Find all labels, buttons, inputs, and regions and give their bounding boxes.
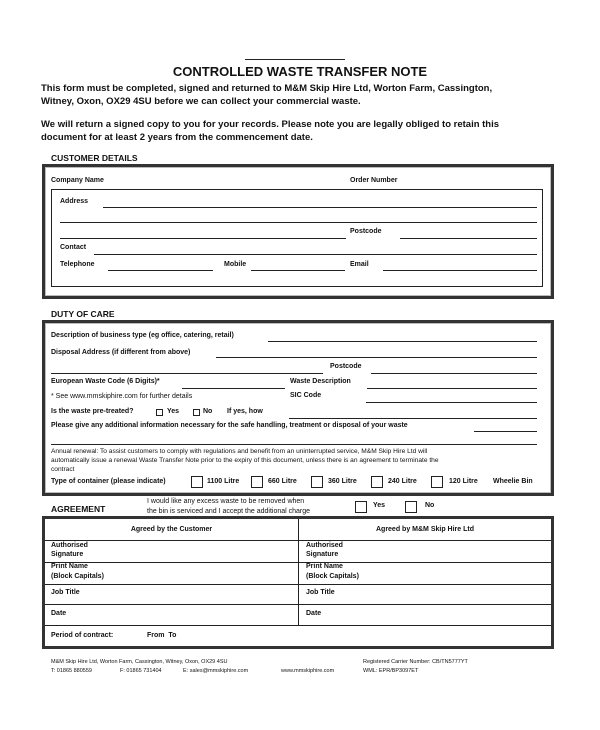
pretreated-yes-checkbox[interactable]	[156, 409, 163, 416]
address-field-2[interactable]	[60, 222, 537, 223]
footer-address: M&M Skip Hire Ltd, Worton Farm, Cassington, Witney, Oxon, OX29 4SU	[51, 659, 228, 665]
container-120-label: 120 Litre	[449, 478, 478, 485]
excess-yes-label: Yes	[373, 502, 386, 509]
additional-info-label: Please give any additional information necessary for the safe handling, treatment or disposal of your waste	[51, 422, 408, 429]
telephone-field[interactable]	[108, 270, 213, 271]
container-1100-label: 1100 Litre	[207, 478, 240, 485]
footer-carrier-number: Registered Carrier Number: CB/TN5777YT	[363, 659, 468, 665]
page-title: CONTROLLED WASTE TRANSFER NOTE	[172, 64, 428, 79]
duty-postcode-field[interactable]	[371, 373, 537, 374]
customer-date-label: Date	[51, 610, 67, 617]
table-divider	[45, 625, 551, 626]
pretreated-yes-label: Yes	[167, 408, 180, 415]
annual-renewal-text: automatically issue a renewal Waste Transfer Note prior to the expiry of this document, unless there is an agreement to terminate the	[51, 457, 439, 464]
annual-renewal-text: Annual renewal: To assist customers to comply with regulations and benefit from an uninterrupted service, M&M Skip Hire Ltd will	[51, 448, 428, 455]
footer-telephone: T: 01865 880559	[51, 668, 92, 674]
period-of-contract-label: Period of contract:	[51, 632, 114, 639]
pretreated-no-checkbox[interactable]	[193, 409, 200, 416]
annual-renewal-text: contract	[51, 466, 75, 473]
company-name-label: Company Name	[51, 177, 104, 184]
company-print-name-label: Print Name	[306, 563, 343, 570]
disposal-address-field-2[interactable]	[51, 373, 323, 374]
if-yes-label: If yes, how	[227, 408, 263, 415]
company-signature-label: Authorised	[306, 542, 343, 549]
container-240-label: 240 Litre	[388, 478, 417, 485]
intro-text: We will return a signed copy to you for your records. Please note you are legally obliged to retain this	[41, 119, 500, 130]
additional-info-field[interactable]	[474, 431, 537, 432]
container-120-checkbox[interactable]	[431, 476, 443, 488]
postcode-field[interactable]	[400, 238, 537, 239]
contact-field[interactable]	[94, 254, 537, 255]
customer-print-name-label: Print Name	[51, 563, 88, 570]
see-website-note: * See www.mmskiphire.com for further details	[51, 393, 193, 400]
intro-text: document for at least 2 years from the commencement date.	[41, 132, 313, 143]
company-print-name-label: (Block Capitals)	[306, 573, 359, 580]
company-job-title-label: Job Title	[306, 589, 335, 596]
duty-of-care-heading: DUTY OF CARE	[51, 309, 115, 319]
container-type-label: Type of container (please indicate)	[51, 478, 166, 485]
postcode-label: Postcode	[350, 228, 382, 235]
top-rule	[245, 59, 345, 60]
footer-email: E: sales@mmskiphire.com	[183, 668, 249, 674]
ewc-label: European Waste Code (6 Digits)*	[51, 378, 160, 385]
customer-details-heading: CUSTOMER DETAILS	[51, 153, 138, 163]
footer-wml: WML: EPR/BP3097ET	[363, 668, 419, 674]
from-to-label: From To	[147, 632, 177, 639]
excess-waste-text: the bin is serviced and I accept the additional charge	[147, 508, 311, 515]
ewc-field[interactable]	[182, 388, 285, 389]
order-number-label: Order Number	[350, 177, 398, 184]
agreement-heading: AGREEMENT	[51, 504, 106, 514]
container-1100-checkbox[interactable]	[191, 476, 203, 488]
duty-postcode-label: Postcode	[330, 363, 362, 370]
sic-code-label: SIC Code	[290, 392, 322, 399]
company-signature-label: Signature	[306, 551, 339, 558]
email-field[interactable]	[383, 270, 537, 271]
disposal-address-field[interactable]	[216, 357, 537, 358]
excess-yes-checkbox[interactable]	[355, 501, 367, 513]
customer-signature-label: Authorised	[51, 542, 88, 549]
intro-text: Witney, Oxon, OX29 4SU before we can collect your commercial waste.	[41, 96, 361, 107]
customer-column-header: Agreed by the Customer	[130, 526, 213, 533]
telephone-label: Telephone	[60, 261, 95, 268]
intro-text: This form must be completed, signed and returned to M&M Skip Hire Ltd, Worton Farm, Cassington,	[41, 83, 493, 94]
footer-fax: F: 01865 731404	[120, 668, 162, 674]
mobile-field[interactable]	[251, 270, 345, 271]
disposal-address-label: Disposal Address (if different from above)	[51, 349, 191, 356]
waste-description-field[interactable]	[367, 388, 537, 389]
customer-job-title-label: Job Title	[51, 589, 80, 596]
footer-website[interactable]: www.mmskiphire.com	[281, 668, 335, 674]
business-type-label: Description of business type (eg office, catering, retail)	[51, 332, 234, 339]
pretreated-label: Is the waste pre-treated?	[51, 408, 134, 415]
excess-no-checkbox[interactable]	[405, 501, 417, 513]
container-240-checkbox[interactable]	[371, 476, 383, 488]
container-360-label: 360 Litre	[328, 478, 357, 485]
email-label: Email	[350, 261, 369, 268]
sic-code-field[interactable]	[366, 402, 537, 403]
business-type-field[interactable]	[268, 341, 537, 342]
table-column-divider	[298, 519, 299, 625]
excess-waste-text: I would like any excess waste to be removed when	[147, 498, 305, 505]
contact-label: Contact	[60, 244, 87, 251]
additional-info-field-2[interactable]	[51, 444, 537, 445]
container-660-label: 660 Litre	[268, 478, 297, 485]
address-field-3[interactable]	[60, 238, 346, 239]
wheelie-bin-label: Wheelie Bin	[493, 478, 533, 485]
company-date-label: Date	[306, 610, 322, 617]
mobile-label: Mobile	[224, 261, 247, 268]
container-660-checkbox[interactable]	[251, 476, 263, 488]
address-label: Address	[60, 198, 89, 205]
excess-no-label: No	[425, 502, 435, 509]
waste-description-label: Waste Description	[290, 378, 351, 385]
container-360-checkbox[interactable]	[311, 476, 323, 488]
customer-print-name-label: (Block Capitals)	[51, 573, 104, 580]
company-column-header: Agreed by M&M Skip Hire Ltd	[375, 526, 474, 533]
pretreated-how-field[interactable]	[289, 418, 537, 419]
pretreated-no-label: No	[203, 408, 213, 415]
customer-signature-label: Signature	[51, 551, 84, 558]
address-field[interactable]	[103, 207, 537, 208]
